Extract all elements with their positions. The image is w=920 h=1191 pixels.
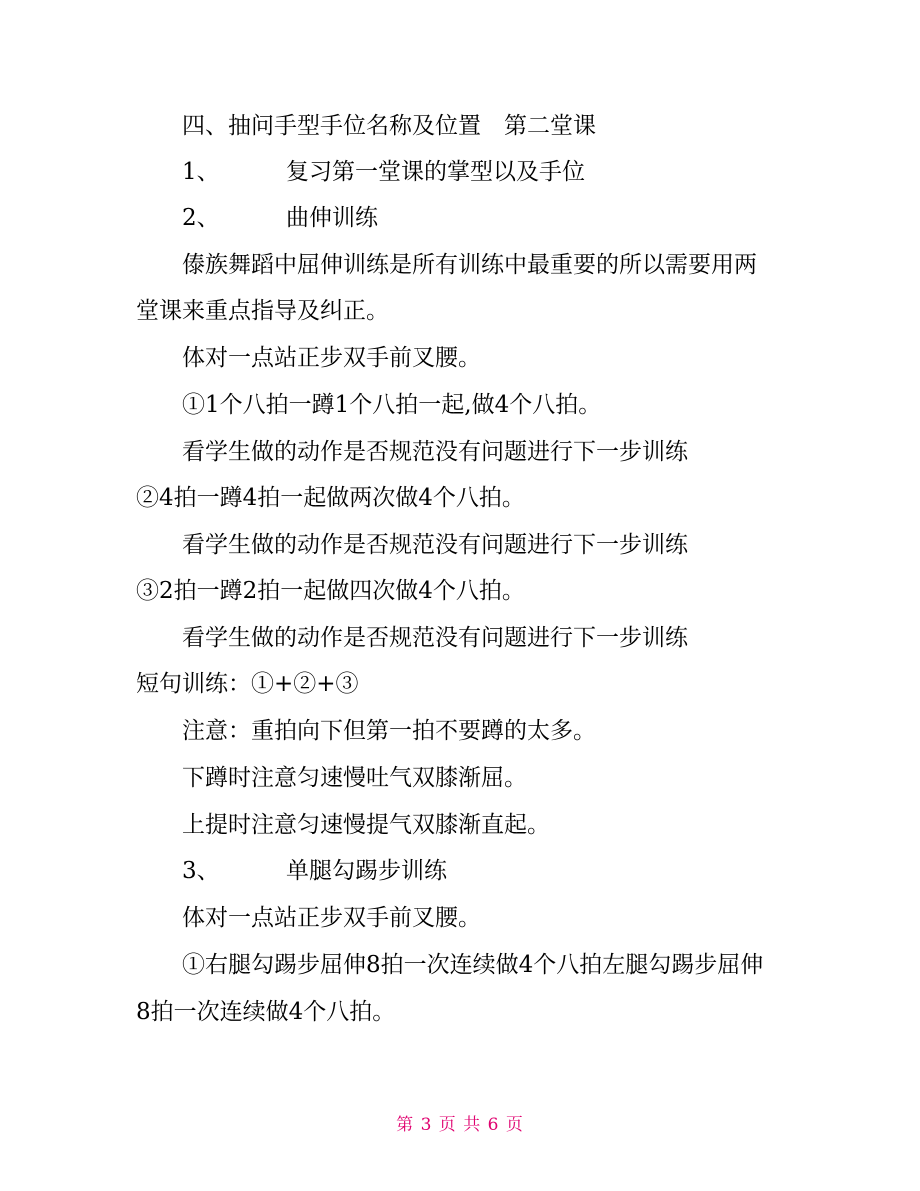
numbered-item bbox=[182, 203, 842, 233]
paragraph-line: ②4拍一蹲4拍一起做两次做4个八拍。 bbox=[136, 485, 525, 511]
paragraph-line: 短句训练：①+②+③ bbox=[136, 671, 359, 697]
numbered-item bbox=[182, 157, 842, 187]
paragraph-line: 看学生做的动作是否规范没有问题进行下一步训练 bbox=[182, 439, 688, 465]
paragraph-line: 看学生做的动作是否规范没有问题进行下一步训练 bbox=[182, 625, 688, 651]
paragraph-line: 堂课来重点指导及纠正。 bbox=[136, 298, 389, 324]
item-number: 3、 bbox=[182, 858, 220, 884]
paragraph-line: ①右腿勾踢步屈伸8拍一次连续做4个八拍左腿勾踢步屈伸 bbox=[182, 952, 764, 978]
section-heading: 四、抽问手型手位名称及位置 第二堂课 bbox=[182, 113, 596, 139]
numbered-item bbox=[182, 856, 842, 886]
page-footer: 第 3 页 共 6 页 bbox=[396, 1115, 524, 1135]
item-text: 单腿勾踢步训练 bbox=[286, 858, 447, 884]
paragraph-line: 上提时注意匀速慢提气双膝渐直起。 bbox=[182, 812, 550, 838]
paragraph-line: ①1个八拍一蹲1个八拍一起,做4个八拍。 bbox=[182, 392, 602, 418]
paragraph-line: 注意：重拍向下但第一拍不要蹲的太多。 bbox=[182, 718, 596, 744]
paragraph-line: ③2拍一蹲2拍一起做四次做4个八拍。 bbox=[136, 578, 525, 604]
item-number: 2、 bbox=[182, 205, 220, 231]
paragraph-line: 看学生做的动作是否规范没有问题进行下一步训练 bbox=[182, 532, 688, 558]
paragraph-line: 体对一点站正步双手前叉腰。 bbox=[182, 905, 481, 931]
paragraph-line: 体对一点站正步双手前叉腰。 bbox=[182, 345, 481, 371]
item-number: 1、 bbox=[182, 159, 220, 185]
paragraph-line: 傣族舞蹈中屈伸训练是所有训练中最重要的所以需要用两 bbox=[182, 252, 757, 278]
item-text: 复习第一堂课的掌型以及手位 bbox=[286, 159, 585, 185]
item-text: 曲伸训练 bbox=[286, 205, 378, 231]
paragraph-line: 8拍一次连续做4个八拍。 bbox=[136, 999, 396, 1025]
paragraph-line: 下蹲时注意匀速慢吐气双膝渐屈。 bbox=[182, 765, 527, 791]
